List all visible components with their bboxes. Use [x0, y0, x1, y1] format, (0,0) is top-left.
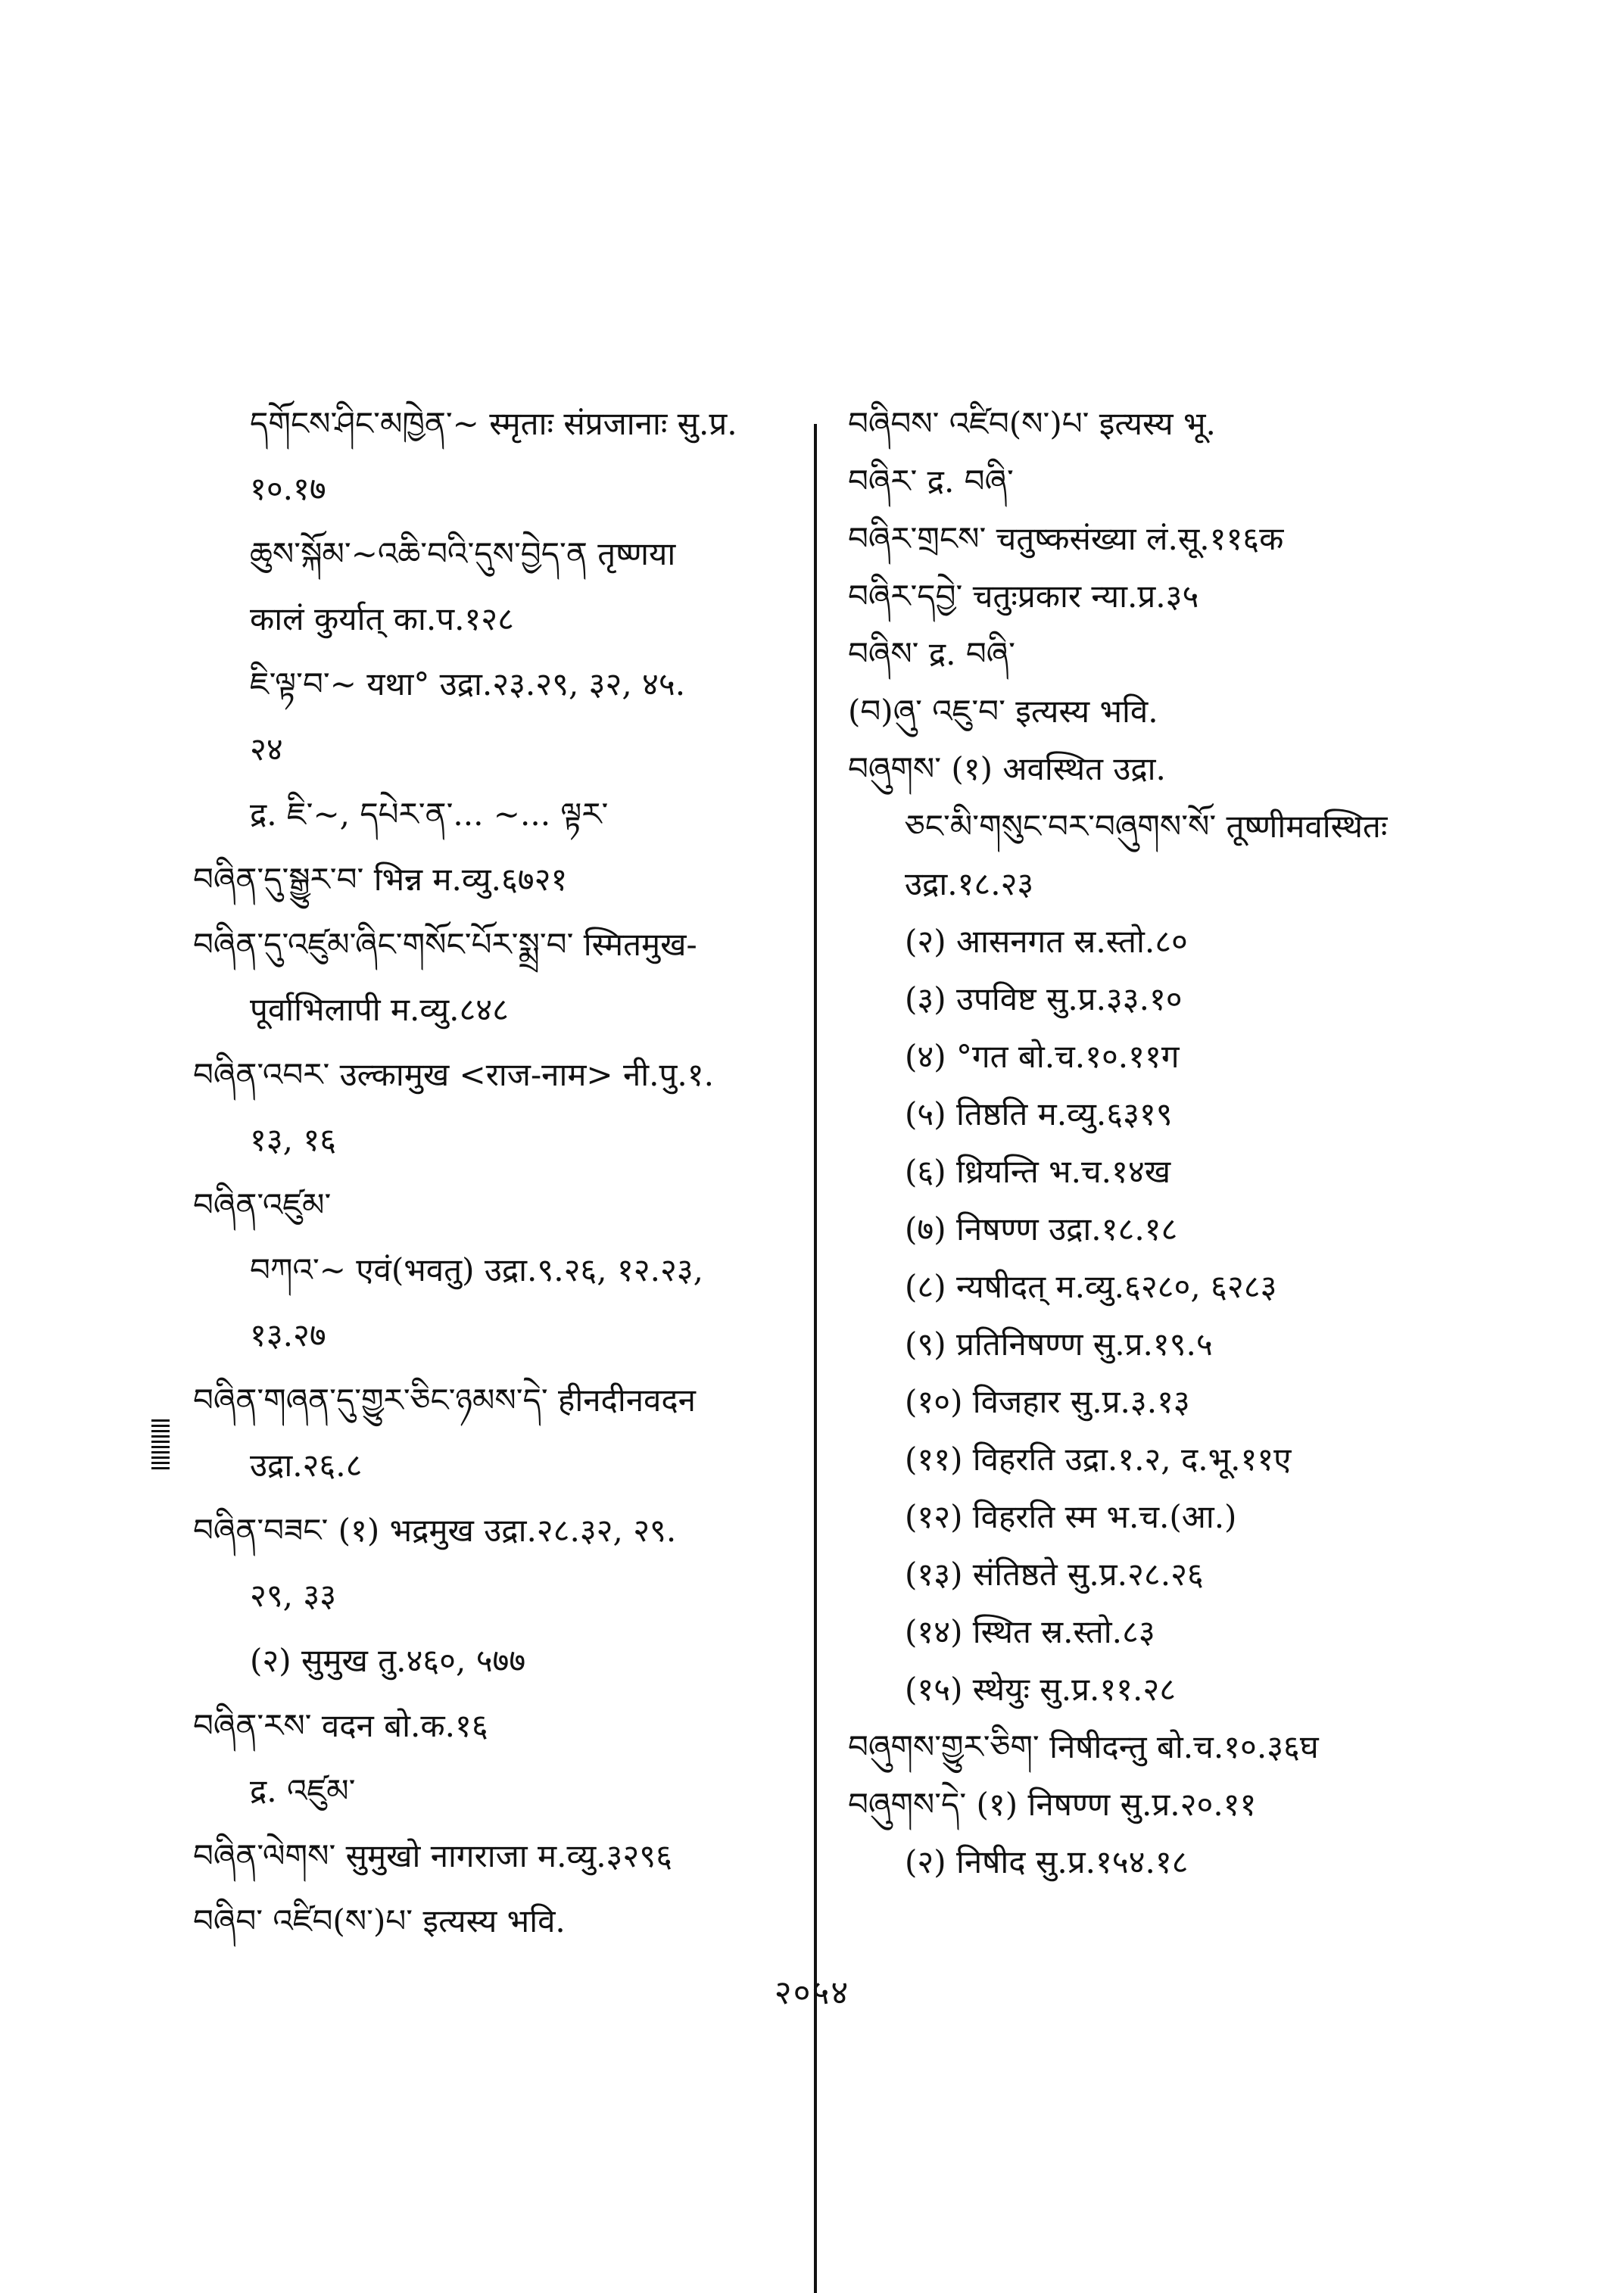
entry-line: (८) न्यषीदत् म.व्यु.६२८०, ६२८३: [905, 1268, 1277, 1305]
entry-line: (६) ध्रियन्ति भ.च.१४ख: [905, 1153, 1171, 1190]
entry-line: द्र. ཇི་~, དཔེར་ན་... ~... ལྟར་: [250, 796, 609, 833]
entry-line: (४) °गत बो.च.१०.११ग: [905, 1038, 1180, 1075]
entry-line: उद्रा.१८.२३: [905, 865, 1034, 902]
entry-headword-line: བཞིས་ द्र. བཞི་: [848, 635, 1015, 672]
entry-line: (११) विहरति उद्रा.१.२, द.भू.११ए: [905, 1441, 1292, 1478]
page-number: २०५४: [774, 1974, 850, 2012]
entry-line: བཀའ་~ एवं(भवतु) उद्रा.९.२६, १२.२३,: [250, 1251, 704, 1288]
entry-line: १३, १६: [250, 1121, 337, 1158]
entry-line: ཇི་ལྟ་བ་~ यथा° उद्रा.२३.२९, ३२, ४५.: [250, 665, 686, 703]
entry-headword-line: བཞིན་ལེགས་ सुमुखो नागराजा म.व्यु.३२९६: [193, 1837, 672, 1874]
entry-line: २९, ३३: [250, 1577, 337, 1614]
entry-line: १३.२७: [250, 1316, 326, 1354]
entry-headword-line: བཞིར་གྲངས་ चतुष्कसंख्या लं.सू.११६क: [848, 520, 1284, 557]
entry-line: (५) तिष्ठति म.व्यु.६३१९: [905, 1095, 1173, 1132]
entry-headword-line: བཞིན་རས་ वदन बो.क.१६: [193, 1707, 488, 1744]
entry-line: (१०) विजहार सु.प्र.३.१३: [905, 1383, 1190, 1420]
entry-headword-line: བཞིན་གཞན་དུ་གྱུར་ཅིང་ཉམས་དེ་ हीनदीनवदन: [193, 1382, 696, 1419]
entry-line: १०.१७: [250, 470, 326, 507]
entry-headword-line: བཞིར་དབྱེ་ चतुःप्रकार न्या.प्र.३५: [848, 578, 1199, 615]
entry-line: (९) प्रतिनिषण्ण सु.प्र.१९.५: [905, 1326, 1213, 1363]
entry-line: उद्रा.२६.८: [250, 1447, 363, 1484]
entry-line: कालं कुर्यात् का.प.१२८: [250, 600, 514, 637]
entry-headword-line: བཞིན་བཟང་ (१) भद्रमुख उद्रा.२८.३२, २९.: [193, 1512, 677, 1549]
entry-line: (१३) संतिष्ठते सु.प्र.२८.२६: [905, 1556, 1204, 1593]
entry-line: (१४) स्थित स्र.स्तो.८३: [905, 1613, 1155, 1650]
entry-headword-line: བཞིབས་ འཛིབ(ས་)པ་ इत्यस्य भू.: [848, 405, 1216, 442]
entry-line: (२) सुमुख तु.४६०, ५७७: [250, 1642, 526, 1679]
entry-headword-line: བཞིན་དུ་འཛུམ་ཞིང་གསོང་པོར་སྨྲ་བ་ स्मितमुख-: [193, 926, 697, 963]
entry-headword-line: བཞུགས་དེ་ (१) निषण्ण सु.प्र.२०.११: [848, 1786, 1257, 1823]
entry-headword-line: (བ)ཞུ་ འཇུ་བ་ इत्यस्य भवि.: [848, 693, 1158, 730]
entry-line: དགོངས་ཤིང་མཁྱེན་~ स्मृताः संप्रजानाः सु.प्र.: [250, 405, 737, 442]
entry-line: ཅང་མི་གསུང་བར་བཞུགས་སོ་ तूष्णीमवस्थितः: [905, 808, 1388, 845]
entry-line: (२) निषीद सु.प्र.१५४.१८: [905, 1843, 1189, 1880]
entry-line: २४: [250, 731, 283, 768]
entry-headword-line: བཞུགས་ (१) अवस्थित उद्रा.: [848, 750, 1166, 787]
margin-tick-mark: [151, 1419, 170, 1469]
entry-headword-line: བཞིར་ द्र. བཞི་: [848, 463, 1014, 500]
entry-line: (७) निषण्ण उद्रा.१८.१८: [905, 1210, 1178, 1248]
entry-line: द्र. འཛུམ་: [250, 1772, 356, 1809]
entry-headword-line: བཞིན་དུ་སྒྱུར་བ་ भिन्न म.व्यु.६७२१: [193, 861, 568, 898]
entry-line: पूर्वाभिलापी म.व्यु.८४८: [250, 991, 509, 1028]
entry-line: ཆུས་སྐོམ་~འཆི་བའི་དུས་བྱེད་ན तृष्णया: [250, 535, 676, 572]
entry-headword-line: བཞིན་འབར་ उल्कामुख <राज-नाम> नी.पु.१.: [193, 1056, 714, 1093]
entry-line: (१५) स्थेयुः सु.प्र.११.२८: [905, 1671, 1177, 1708]
entry-headword-line: བཞུགས་གྱུར་ཅིག་ निषीदन्तु बो.च.१०.३६घ: [848, 1728, 1319, 1765]
entry-line: (१२) विहरति स्म भ.च.(आ.): [905, 1498, 1237, 1535]
entry-headword-line: བཞིན་འཛུམ་: [193, 1186, 332, 1223]
entry-line: (३) उपविष्ट सु.प्र.३३.१०: [905, 980, 1183, 1017]
entry-headword-line: བཞིབ་ འཛིབ(ས་)པ་ इत्यस्य भवि.: [193, 1902, 566, 1939]
entry-line: (२) आसनगत स्र.स्तो.८०: [905, 923, 1188, 960]
